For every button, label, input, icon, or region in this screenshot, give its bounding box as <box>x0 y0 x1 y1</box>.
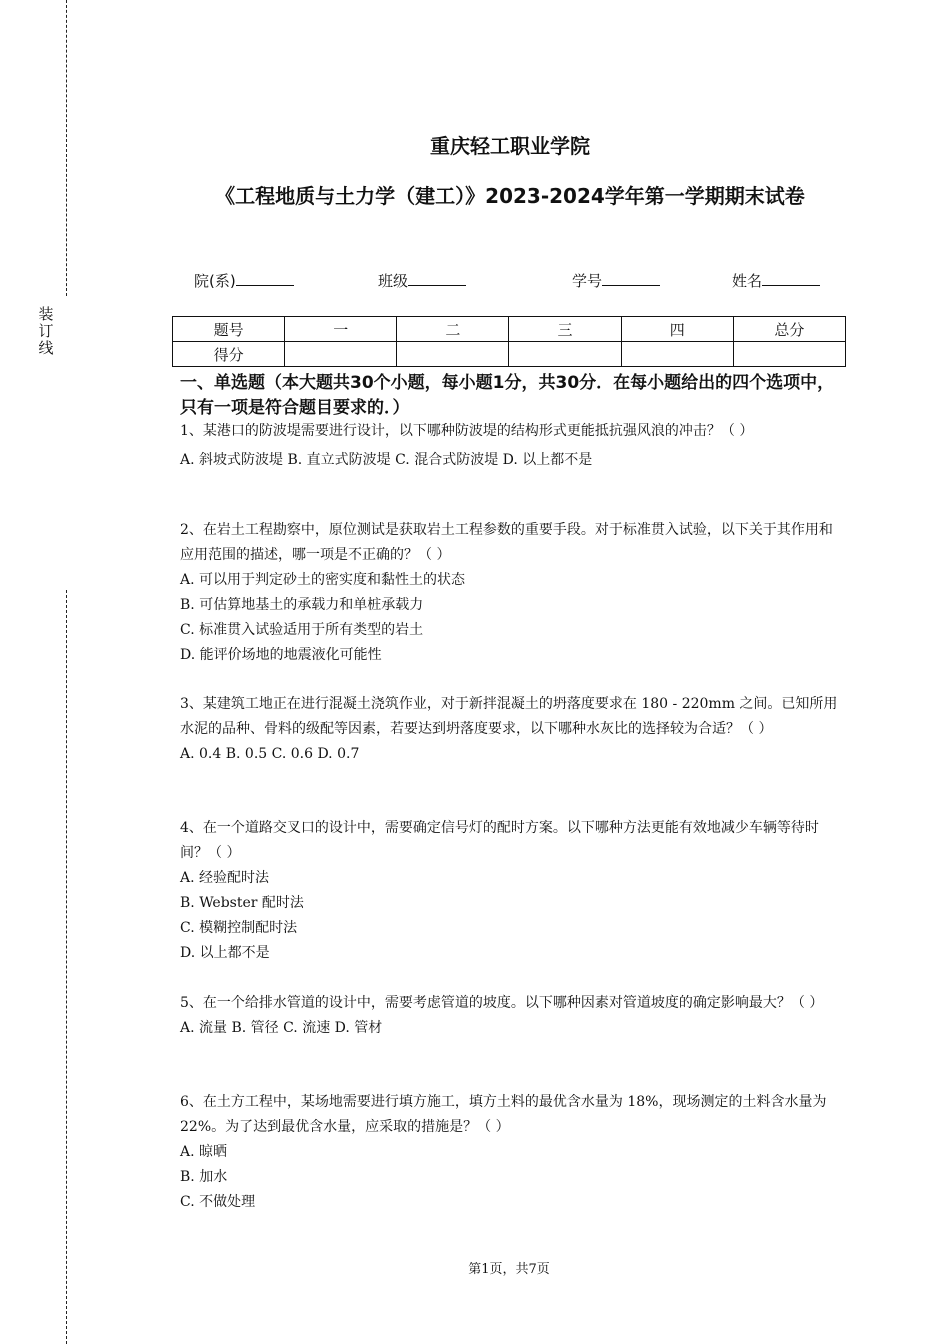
score-table <box>172 316 846 367</box>
score-header-cell: 二 <box>397 317 509 342</box>
question-stem: 6、在土方工程中，某场地需要进行填方施工，填方土料的最优含水量为 18%，现场测定的土料含水量为 22%。为了达到最优含水量，应采取的措施是？（ ） <box>180 1094 827 1135</box>
question-1 <box>180 419 840 473</box>
question-option: A. 经验配时法 <box>180 870 270 886</box>
question-option: B. 加水 <box>180 1169 228 1185</box>
question-option: A. 0.4 B. 0.5 C. 0.6 D. 0.7 <box>180 746 360 762</box>
score-row-label: 得分 <box>173 342 285 367</box>
question-option: A. 晾晒 <box>180 1144 228 1160</box>
question-option: A. 可以用于判定砂土的密实度和黏性土的状态 <box>180 572 466 588</box>
score-cell[interactable] <box>733 342 845 367</box>
question-5 <box>180 991 840 1041</box>
section-heading: 一、单选题（本大题共30个小题，每小题1分，共30分．在每小题给出的四个选项中，只有一项是符合题目要求的．） <box>180 373 835 418</box>
score-header-cell: 三 <box>509 317 621 342</box>
score-header-cell: 总分 <box>733 317 845 342</box>
score-header-cell: 题号 <box>173 317 285 342</box>
binding-char: 订 <box>38 322 54 340</box>
score-header-cell: 一 <box>285 317 397 342</box>
student-id-field <box>572 270 660 291</box>
question-3 <box>180 692 840 767</box>
student-id-blank[interactable] <box>602 271 660 286</box>
student-id-label: 学号 <box>572 272 603 290</box>
score-table-header-row <box>173 317 846 342</box>
department-label: 院(系) <box>194 272 236 290</box>
question-4 <box>180 816 840 966</box>
question-option: C. 不做处理 <box>180 1194 256 1210</box>
question-option: D. 能评价场地的地震液化可能性 <box>180 647 382 663</box>
score-header-cell: 四 <box>621 317 733 342</box>
question-stem: 5、在一个给排水管道的设计中，需要考虑管道的坡度。以下哪种因素对管道坡度的确定影响最大？（ ） <box>180 995 824 1011</box>
binding-char: 装 <box>38 305 54 323</box>
department-blank[interactable] <box>236 271 294 286</box>
binding-label <box>36 306 56 357</box>
page-footer: 第1页，共7页 <box>468 1262 550 1277</box>
question-option: D. 以上都不是 <box>180 945 270 961</box>
class-blank[interactable] <box>408 271 466 286</box>
score-cell[interactable] <box>285 342 397 367</box>
question-6 <box>180 1090 840 1215</box>
binding-dashed-line-bottom <box>66 590 67 1344</box>
exam-title: 《工程地质与土力学（建工）》2023-2024学年第一学期期末试卷 <box>215 184 805 208</box>
score-table-score-row <box>173 342 846 367</box>
name-blank[interactable] <box>762 271 820 286</box>
department-field <box>194 270 294 291</box>
school-name: 重庆轻工职业学院 <box>430 134 590 158</box>
question-2 <box>180 518 840 668</box>
name-label: 姓名 <box>732 272 763 290</box>
question-option: A. 流量 B. 管径 C. 流速 D. 管材 <box>180 1020 383 1036</box>
question-option: B. 可估算地基土的承载力和单桩承载力 <box>180 597 424 613</box>
name-field <box>732 270 820 291</box>
question-option: C. 标准贯入试验适用于所有类型的岩土 <box>180 622 424 638</box>
question-stem: 2、在岩土工程勘察中，原位测试是获取岩土工程参数的重要手段。对于标准贯入试验，以下关于其作用和应用范围的描述，哪一项是不正确的？（ ） <box>180 522 833 563</box>
binding-char: 线 <box>38 339 54 357</box>
question-stem: 4、在一个道路交叉口的设计中，需要确定信号灯的配时方案。以下哪种方法更能有效地减少车辆等待时间？（ ） <box>180 820 819 861</box>
question-option: B. Webster 配时法 <box>180 895 304 911</box>
class-label: 班级 <box>378 272 409 290</box>
score-cell[interactable] <box>621 342 733 367</box>
class-field <box>378 270 466 291</box>
question-stem: 3、某建筑工地正在进行混凝土浇筑作业，对于新拌混凝土的坍落度要求在 180 - 220mm 之间。已知所用水泥的品种、骨料的级配等因素，若要达到坍落度要求，以下哪种水灰比的选择较为合适？（ ） <box>180 696 838 737</box>
score-cell[interactable] <box>397 342 509 367</box>
question-stem: 1、某港口的防波堤需要进行设计，以下哪种防波堤的结构形式更能抵抗强风浪的冲击？（ ） <box>180 423 754 439</box>
question-option: C. 模糊控制配时法 <box>180 920 298 936</box>
score-cell[interactable] <box>509 342 621 367</box>
question-option: A. 斜坡式防波堤 B. 直立式防波堤 C. 混合式防波堤 D. 以上都不是 <box>180 452 593 468</box>
